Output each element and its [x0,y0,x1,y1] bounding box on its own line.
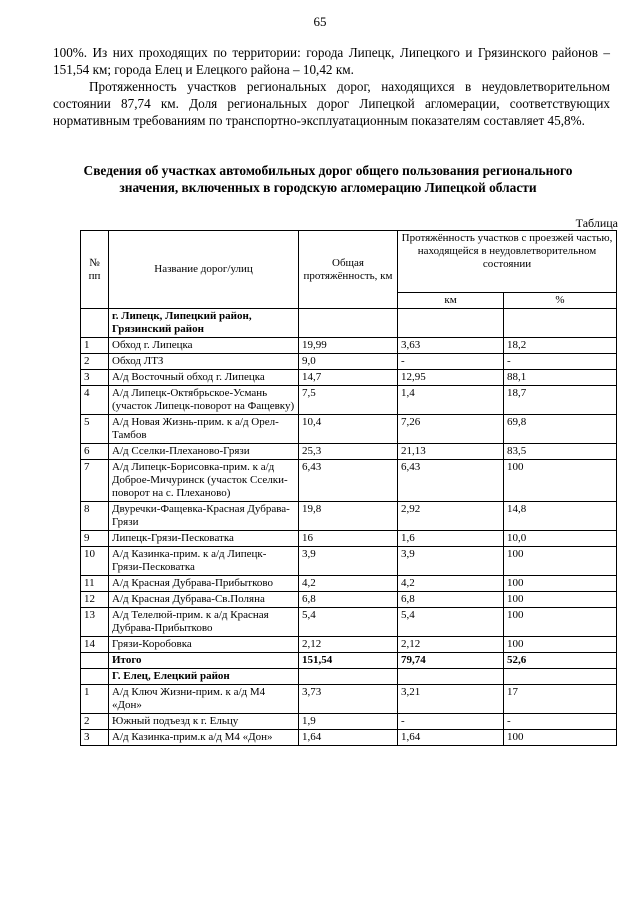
cell-unsatisfactory-percent: 69,8 [504,415,617,444]
table-row [81,685,617,714]
cell-number: 8 [81,502,109,531]
cell-number: 3 [81,730,109,746]
cell-unsatisfactory-km: 1,4 [398,386,504,415]
cell-total-length: 6,43 [299,460,398,502]
cell-unsatisfactory-percent: 100 [504,730,617,746]
intro-paragraph-2: Протяженность участков региональных дорог, находящихся в неудовлетворительном состоянии 87,74 км. Доля региональных дорог Липецкой агломерации, соответствующих нормативным требованиям по транспортно-эксплуатационным показателям составляет 45,8%. [53,79,610,128]
table-row [81,460,617,502]
table-row [81,714,617,730]
cell-total-length: 4,2 [299,576,398,592]
cell-total-length: 9,0 [299,354,398,370]
cell-number: 3 [81,370,109,386]
cell-total-length [299,309,398,338]
cell-total-length: 1,9 [299,714,398,730]
cell-total-length: 3,73 [299,685,398,714]
cell-number: 11 [81,576,109,592]
cell-total-length: 3,9 [299,547,398,576]
cell-number: 4 [81,386,109,415]
cell-total-length: 10,4 [299,415,398,444]
cell-road-name: А/д Казинка-прим. к а/д Липецк-Грязи-Песковатка [109,547,299,576]
cell-unsatisfactory-km: 4,2 [398,576,504,592]
cell-unsatisfactory-km: 21,13 [398,444,504,460]
cell-unsatisfactory-percent: 100 [504,608,617,637]
cell-total-length: 1,64 [299,730,398,746]
total-row [81,653,617,669]
cell-road-name: А/д Красная Дубрава-Св.Поляна [109,592,299,608]
cell-number: 10 [81,547,109,576]
cell-road-name: Грязи-Коробовка [109,637,299,653]
cell-road-name: А/д Красная Дубрава-Прибытково [109,576,299,592]
cell-total-length: 6,8 [299,592,398,608]
cell-unsatisfactory-km: - [398,714,504,730]
table-label: Таблица [575,216,618,230]
cell-unsatisfactory-km: 2,92 [398,502,504,531]
cell-total-length: 7,5 [299,386,398,415]
cell-road-name: А/д Ключ Жизни-прим. к а/д М4 «Дон» [109,685,299,714]
intro-text [53,44,610,129]
cell-unsatisfactory-percent: 100 [504,460,617,502]
cell-unsatisfactory-km: 7,26 [398,415,504,444]
table-row [81,531,617,547]
table-row [81,444,617,460]
cell-unsatisfactory-km: 12,95 [398,370,504,386]
header-km: км [398,293,504,309]
cell-unsatisfactory-percent: - [504,714,617,730]
table-row [81,608,617,637]
table-row [81,547,617,576]
cell-unsatisfactory-percent: - [504,354,617,370]
cell-number: 14 [81,637,109,653]
cell-unsatisfactory-km [398,669,504,685]
cell-unsatisfactory-percent: 100 [504,547,617,576]
cell-road-name: Обход ЛТЗ [109,354,299,370]
cell-unsatisfactory-percent [504,669,617,685]
cell-unsatisfactory-km: 5,4 [398,608,504,637]
cell-unsatisfactory-km: 1,6 [398,531,504,547]
intro-paragraph-1: 100%. Из них проходящих по территории: города Липецк, Липецкого и Грязинского районов – 151,54 км; города Елец и Елецкого района – 10,42 км. [53,45,610,77]
cell-unsatisfactory-km: 79,74 [398,653,504,669]
cell-road-name: А/д Сселки-Плеханово-Грязи [109,444,299,460]
cell-unsatisfactory-percent: 52,6 [504,653,617,669]
table-row [81,354,617,370]
cell-unsatisfactory-percent: 18,2 [504,338,617,354]
table-row [81,386,617,415]
cell-number: 2 [81,714,109,730]
header-total-length: Общая протяжённость, км [299,231,398,309]
cell-unsatisfactory-percent: 18,7 [504,386,617,415]
cell-unsatisfactory-km: 3,9 [398,547,504,576]
cell-unsatisfactory-percent: 100 [504,637,617,653]
cell-number: 2 [81,354,109,370]
cell-number: 5 [81,415,109,444]
table-row [81,502,617,531]
cell-road-name: А/д Восточный обход г. Липецка [109,370,299,386]
cell-number: 7 [81,460,109,502]
cell-unsatisfactory-percent: 88,1 [504,370,617,386]
cell-number: 9 [81,531,109,547]
cell-road-name: Г. Елец, Елецкий район [109,669,299,685]
cell-unsatisfactory-percent: 100 [504,592,617,608]
cell-road-name: Южный подъезд к г. Ельцу [109,714,299,730]
cell-number [81,669,109,685]
cell-road-name: Итого [109,653,299,669]
cell-road-name: Обход г. Липецка [109,338,299,354]
roads-table [80,230,617,746]
header-unsatisfactory-length: Протяжённость участков с проезжей частью, находящейся в неудовлетворительном состоянии [398,231,617,293]
cell-unsatisfactory-percent: 14,8 [504,502,617,531]
cell-total-length: 19,8 [299,502,398,531]
table-row [81,576,617,592]
cell-road-name: г. Липецк, Липецкий район, Грязинский район [109,309,299,338]
cell-number: 13 [81,608,109,637]
header-percent: % [504,293,617,309]
cell-road-name: Двуречки-Фащевка-Красная Дубрава-Грязи [109,502,299,531]
cell-unsatisfactory-percent: 83,5 [504,444,617,460]
cell-road-name: А/д Казинка-прим.к а/д М4 «Дон» [109,730,299,746]
cell-number: 1 [81,685,109,714]
cell-number [81,309,109,338]
cell-unsatisfactory-percent: 10,0 [504,531,617,547]
cell-road-name: А/д Телелюй-прим. к а/д Красная Дубрава-Прибытково [109,608,299,637]
header-road-name: Название дорог/улиц [109,231,299,309]
cell-unsatisfactory-km: 6,8 [398,592,504,608]
cell-unsatisfactory-km: 3,21 [398,685,504,714]
cell-total-length: 19,99 [299,338,398,354]
table-row [81,637,617,653]
cell-road-name: А/д Липецк-Борисовка-прим. к а/д Доброе-Мичуринск (участок Сселки- поворот на с. Плеханово) [109,460,299,502]
table-heading: Сведения об участках автомобильных дорог общего пользования регионального значения, включенных в городскую агломерацию Липецкой области [83,163,573,195]
cell-total-length: 16 [299,531,398,547]
cell-number [81,653,109,669]
cell-number: 6 [81,444,109,460]
cell-number: 1 [81,338,109,354]
cell-unsatisfactory-percent [504,309,617,338]
table-row [81,370,617,386]
table-body [81,309,617,746]
cell-unsatisfactory-percent: 100 [504,576,617,592]
cell-total-length: 14,7 [299,370,398,386]
page-number: 65 [313,14,327,29]
cell-number: 12 [81,592,109,608]
cell-unsatisfactory-km: 2,12 [398,637,504,653]
cell-unsatisfactory-percent: 17 [504,685,617,714]
cell-total-length: 151,54 [299,653,398,669]
cell-unsatisfactory-km: 1,64 [398,730,504,746]
cell-unsatisfactory-km: - [398,354,504,370]
cell-total-length [299,669,398,685]
cell-road-name: А/д Новая Жизнь-прим. к а/д Орел-Тамбов [109,415,299,444]
cell-road-name: А/д Липецк-Октябрьское-Усмань (участок Липецк-поворот на Фащевку) [109,386,299,415]
cell-total-length: 5,4 [299,608,398,637]
cell-unsatisfactory-km: 3,63 [398,338,504,354]
cell-total-length: 2,12 [299,637,398,653]
table-row [81,730,617,746]
section-row [81,309,617,338]
header-number: № пп [81,231,109,309]
table-row [81,592,617,608]
table-row [81,415,617,444]
cell-road-name: Липецк-Грязи-Песковатка [109,531,299,547]
cell-total-length: 25,3 [299,444,398,460]
table-row [81,338,617,354]
cell-unsatisfactory-km [398,309,504,338]
section-row [81,669,617,685]
cell-unsatisfactory-km: 6,43 [398,460,504,502]
